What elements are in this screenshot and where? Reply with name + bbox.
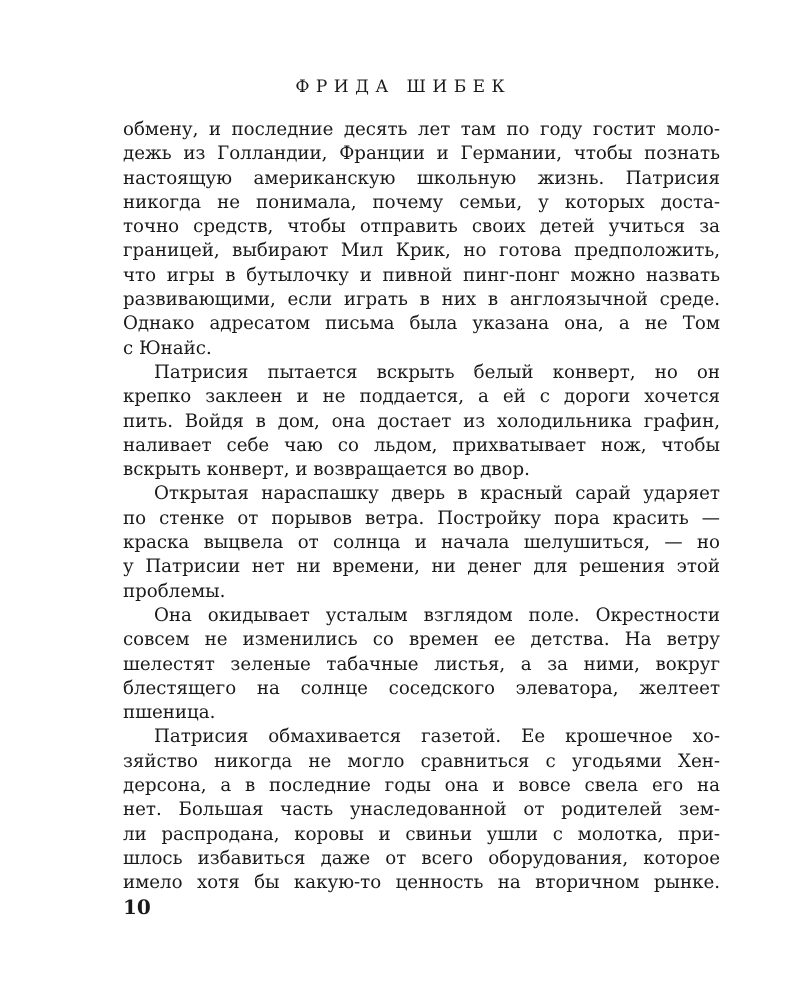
text-line: совсем не изменились со времен ее детства. На ветру xyxy=(123,629,720,651)
text-line: шлось избавиться даже от всего оборудования, которое xyxy=(123,847,720,869)
text-line: Патрисия пытается вскрыть белый конверт, но он xyxy=(154,361,720,383)
text-line: Однако адресатом письма была указана она, а не Том xyxy=(123,313,720,335)
text-line: границей, выбирают Мил Крик, но готова предположить, xyxy=(123,240,720,262)
text-line: пить. Войдя в дом, она достает из холодильника графин, xyxy=(123,410,720,432)
text-line: крепко заклеен и не поддается, а ей с дороги хочется xyxy=(123,386,720,408)
page-number: 10 xyxy=(123,895,151,919)
text-line: никогда не понимала, почему семьи, у которых доста- xyxy=(123,191,720,213)
text-line: Открытая нараспашку дверь в красный сарай ударяет xyxy=(154,483,720,505)
text-line: вскрыть конверт, и возвращается во двор. xyxy=(123,459,530,481)
running-head: ФРИДА ШИБЕК xyxy=(295,77,512,97)
text-line: наливает себе чаю со льдом, прихватывает нож, чтобы xyxy=(123,434,720,456)
text-line: краска выцвела от солнца и начала шелушиться, — но xyxy=(123,532,720,554)
text-line: Патрисия обмахивается газетой. Ее крошечное хо- xyxy=(154,726,720,748)
text-line: по стенке от порывов ветра. Постройку пора красить — xyxy=(123,507,720,529)
body-text xyxy=(123,118,720,896)
text-line: обмену, и последние десять лет там по году гостит моло- xyxy=(123,119,720,140)
text-line: блестящего на солнце соседского элеватора, желтеет xyxy=(123,677,720,699)
text-line: Она окидывает усталым взглядом поле. Окрестности xyxy=(154,604,720,626)
text-line: шелестят зеленые табачные листья, а за ними, вокруг xyxy=(123,653,720,675)
text-line: дежь из Голландии, Франции и Германии, чтобы познать xyxy=(123,143,720,165)
text-line: развивающими, если играть в них в англоязычной среде. xyxy=(123,289,720,311)
text-line: дерсона, а в последние годы она и вовсе свела его на xyxy=(123,775,720,797)
text-line: ли распродана, коровы и свиньи ушли с молотка, при- xyxy=(123,823,720,845)
text-line: настоящую американскую школьную жизнь. Патрисия xyxy=(123,167,720,189)
text-line: что игры в бутылочку и пивной пинг-понг можно назвать xyxy=(123,264,720,286)
text-line: проблемы. xyxy=(123,580,226,602)
text-line: зяйство никогда не могло сравниться с угодьями Хен- xyxy=(123,750,720,772)
text-line: у Патрисии нет ни времени, ни денег для решения этой xyxy=(123,556,720,578)
text-line: с Юнайс. xyxy=(123,337,212,359)
text-line: имело хотя бы какую-то ценность на вторичном рынке. xyxy=(123,872,720,894)
text-line: нет. Большая часть унаследованной от родителей зем- xyxy=(123,799,720,821)
text-line: пшеница. xyxy=(123,702,216,724)
text-line: точно средств, чтобы отправить своих детей учиться за xyxy=(123,216,720,238)
